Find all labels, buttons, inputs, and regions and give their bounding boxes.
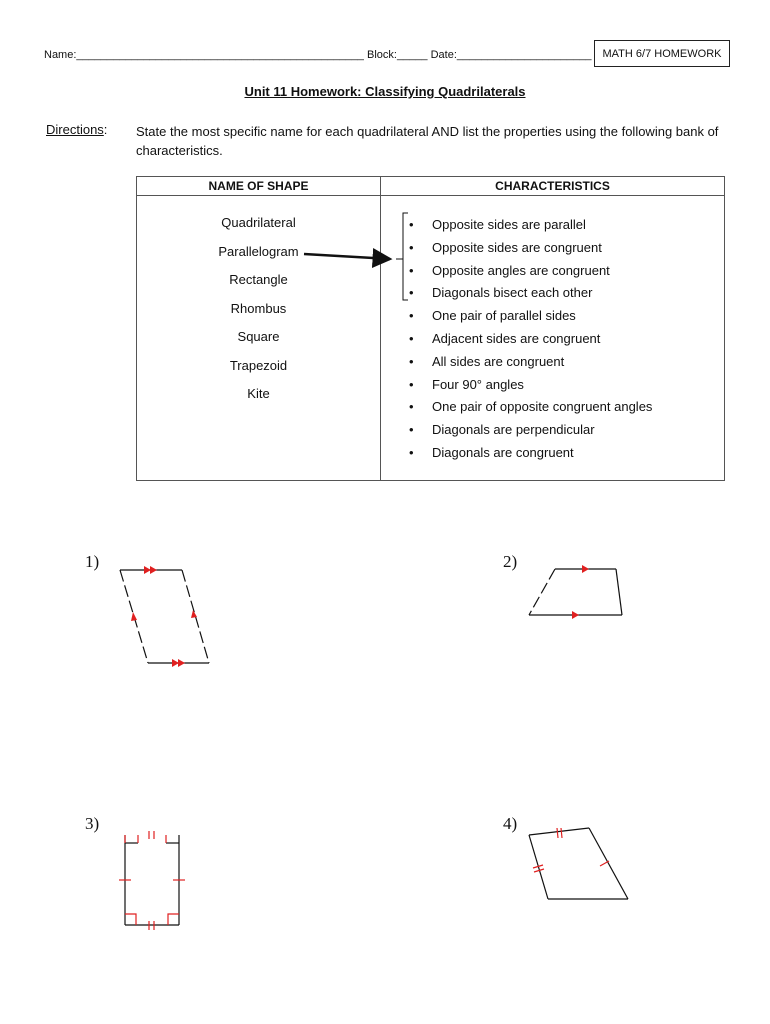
page-title: Unit 11 Homework: Classifying Quadrilaterals	[244, 84, 526, 99]
shape-name: Kite	[247, 386, 270, 401]
directions-text: State the most specific name for each quadrilateral AND list the properties using the following bank of characteristics.	[136, 124, 719, 158]
characteristic-item: • Opposite sides are parallel	[409, 215, 724, 238]
shape-name: Rectangle	[229, 272, 288, 287]
shape-name: Rhombus	[230, 300, 287, 316]
characteristic-item: • Opposite sides are congruent	[409, 238, 724, 261]
col-header-shape: NAME OF SHAPE	[137, 177, 381, 196]
shape-name: Square	[237, 329, 280, 344]
characteristic-item: • Diagonals are perpendicular	[409, 420, 724, 443]
characteristic-item: • Adjacent sides are congruent	[409, 329, 724, 352]
col-header-characteristics: CHARACTERISTICS	[381, 177, 725, 196]
characteristic-item: • Diagonals are congruent	[409, 443, 724, 466]
characteristic-item: • One pair of parallel sides	[409, 306, 724, 329]
name-block-date-line[interactable]: Name:_______________________________________________ Block:_____ Date:______________________	[44, 49, 592, 61]
shape-name: Quadrilateral	[221, 215, 296, 230]
fig4-top-side	[529, 828, 589, 835]
directions-label-text: Directions	[46, 122, 104, 137]
directions-colon: :	[103, 122, 108, 137]
shape-name: Trapezoid	[229, 357, 288, 373]
problem-number: 3)	[85, 814, 100, 833]
characteristic-item: • One pair of opposite congruent angles	[409, 397, 724, 420]
characteristic-item: • Opposite angles are congruent	[409, 261, 724, 284]
problem-number: 2)	[503, 552, 518, 571]
problem-number: 1)	[85, 552, 100, 571]
fig4-left-side	[529, 835, 548, 899]
fig4-marks	[533, 828, 609, 872]
course-badge-text: MATH 6/7 HOMEWORK	[602, 47, 722, 60]
characteristic-item: • All sides are congruent	[409, 352, 724, 375]
characteristic-item: • Four 90° angles	[409, 375, 724, 398]
problem-number: 4)	[503, 814, 518, 833]
shape-name: Parallelogram	[218, 243, 299, 259]
fig4-right-side	[589, 828, 628, 899]
characteristic-item: • Diagonals bisect each other	[409, 283, 724, 306]
